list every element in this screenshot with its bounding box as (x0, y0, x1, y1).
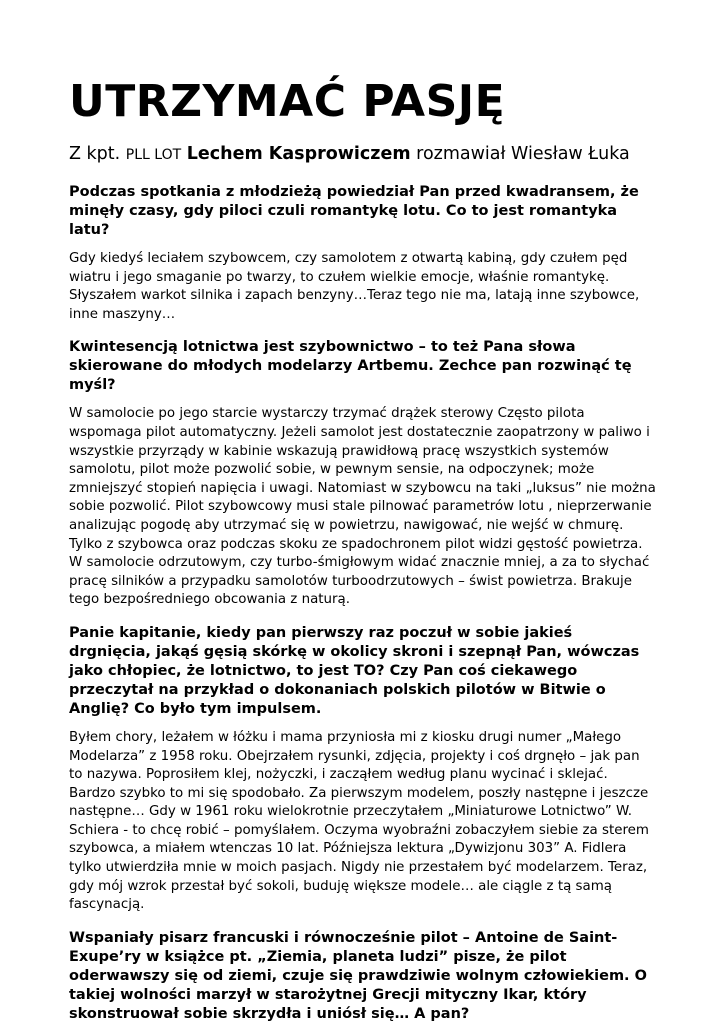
answer-3: Byłem chory, leżałem w łóżku i mama przyniosła mi z kiosku drugi numer „Małego Modelarza” z 1958 roku. Obejrzałem rysunki, zdjęcia, projekty i coś drgnęło – jak pan to nazywa. Poprosiłem klej, nożyczki, i zacząłem według planu wycinać i sklejać. Bardzo szybko to mi się spodobało. Za pierwszym modelem, poszły następne i jeszcze następne… Gdy w 1961 roku wielokrotnie przeczytałem „Miniaturowe Lotnictwo” W. Schiera - to chcę robić – pomyślałem. Oczyma wyobraźni zobaczyłem siebie za sterem szybowca, a miałem wtenczas 10 lat. Późniejsza lektura „Dywizjonu 303” A. Fidlera tylko utwierdziła mnie w moich pasjach. Nigdy nie przestałem być modelarzem. Teraz, gdy mój wzrok przestał być sokoli, buduję większe modele… ale ciągle z tą samą fascynacją. (69, 729, 649, 913)
document-page (69, 74, 657, 1024)
question-1: Podczas spotkania z młodzieżą powiedział Pan przed kwadransem, że minęły czasy, gdy piloci czuli romantykę lotu. Co to jest romantyka latu? (69, 184, 639, 238)
qa-block-3 (69, 624, 657, 915)
question-3: Panie kapitanie, kiedy pan pierwszy raz poczuł w sobie jakieś drgnięcia, jakąś gęsią skórkę w okolicy skroni i szepnął Pan, wówczas jako chłopiec, że lotnictwo, to jest TO? Czy Pan coś ciekawego przeczytał na przykład o dokonaniach polskich pilotów w Bitwie o Anglię? Co było tym impulsem. (69, 624, 640, 717)
qa-block-2 (69, 338, 657, 610)
subtitle-suffix: rozmawiał Wiesław Łuka (410, 144, 630, 164)
qa-block-1 (69, 183, 657, 324)
question-2: Kwintesencją lotnictwa jest szybownictwo – to też Pana słowa skierowane do młodych modelarzy Artbemu. Zechce pan rozwinąć tę myśl? (69, 339, 632, 394)
answer-2: W samolocie po jego starcie wystarczy trzymać drążek sterowy Często pilota wspomaga pilot automatyczny. Jeżeli samolot jest dostatecznie zaopatrzony w paliwo i wszystkie przyrządy w kabinie wskazują prawidłową pracę wszystkich systemów samolotu, pilot może pozwolić sobie, w pewnym sensie, na odpoczynek; może zmniejszyć stopień napięcia i uwagi. Natomiast w szybowcu na taki „luksus” nie można sobie pozwolić. Pilot szybowcowy musi stale pilnować parametrów lotu , nieprzerwanie analizując pogodę aby utrzymać się w powietrzu, nawigować, nie wejść w chmurę. Tylko z szybowca oraz podczas skoku ze spadochronem pilot widzi gęstość powietrza. W samolocie odrzutowym, czy turbo-śmigłowym widać znacznie mniej, a za to słychać pracę silników a przypadku samolotów turboodrzutowych – świst powietrza. Brakuje tego bezpośredniego obcowania z naturą. (69, 406, 656, 608)
article-title: UTRZYMAĆ PASJĘ (69, 76, 506, 127)
answer-1: Gdy kiedyś leciałem szybowcem, czy samolotem z otwartą kabiną, gdy czułem pęd wiatru i jego smaganie po twarzy, to czułem wielkie emocje, właśnie romantykę. Słyszałem warkot silnika i zapach benzyny…Teraz tego nie ma, latają inne szybowce, inne maszyny… (69, 251, 640, 322)
qa-block-4 (69, 929, 657, 1024)
subtitle-prefix: Z kpt. (69, 144, 126, 164)
article-subtitle (69, 142, 657, 167)
subtitle-airline: PLL LOT (125, 147, 182, 163)
subtitle-interviewee: Lechem Kasprowiczem (186, 144, 411, 164)
question-4: Wspaniały pisarz francuski i równocześnie pilot – Antoine de Saint- Exupe’ry w książce pt. „Ziemia, planeta ludzi” pisze, że pilot oderwawszy się od ziemi, czuje się prawdziwie wolnym człowiekiem. O takiej wolności marzył w starożytnej Grecji mityczny Ikar, który skonstruował sobie skrzydła i uniósł się… A pan? (69, 929, 647, 1022)
